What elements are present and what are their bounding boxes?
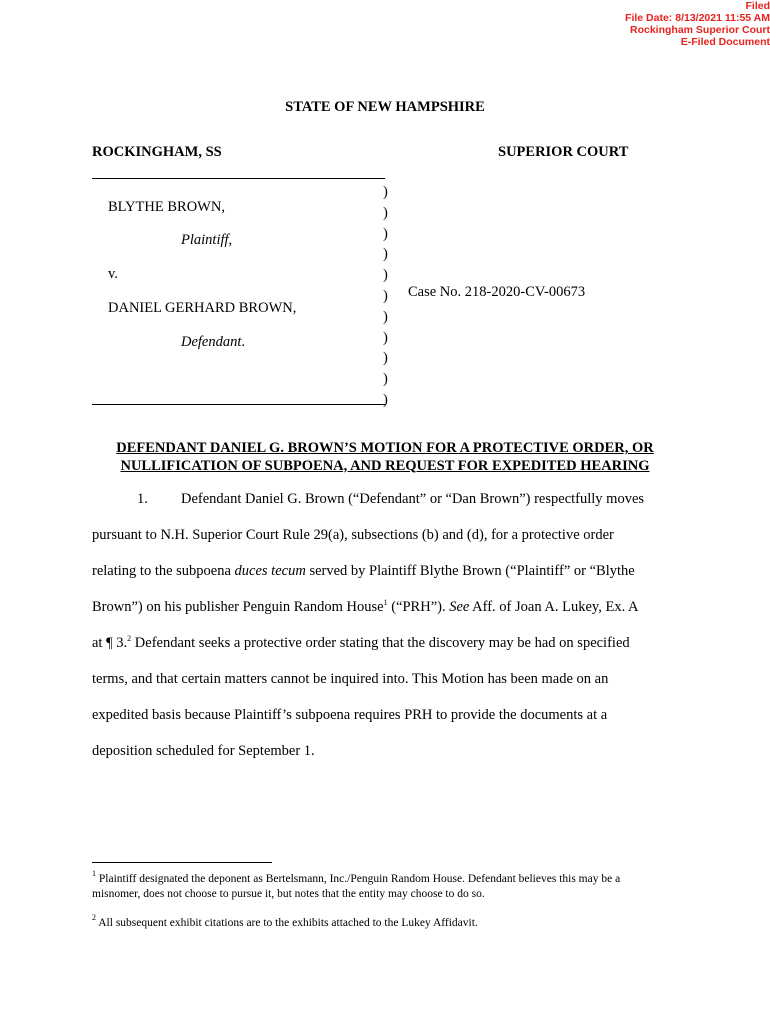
paren: ) bbox=[383, 350, 388, 367]
paren: ) bbox=[383, 267, 388, 284]
county-heading: ROCKINGHAM, SS bbox=[92, 144, 222, 160]
paragraph-line: terms, and that certain matters cannot be inquired into. This Motion has been made on an bbox=[92, 671, 609, 687]
plaintiff-name: BLYTHE BROWN, bbox=[108, 199, 225, 215]
footnote-ref: 2 bbox=[127, 634, 132, 643]
caption-bottom-rule bbox=[92, 404, 385, 405]
versus: v. bbox=[108, 266, 118, 282]
stamp-file-date: File Date: 8/13/2021 11:55 AM bbox=[625, 12, 770, 24]
paren: ) bbox=[383, 287, 388, 304]
defendant-role: Defendant. bbox=[181, 334, 246, 350]
paragraph-line: Defendant Daniel G. Brown (“Defendant” or “Dan Brown”) respectfully moves bbox=[181, 491, 645, 507]
court-heading: SUPERIOR COURT bbox=[498, 144, 629, 160]
footnote-line: $^2$ All subsequent exhibit citations are to the exhibits attached to the Lukey Affidavit. bbox=[92, 913, 478, 929]
paren: ) bbox=[383, 329, 388, 346]
footnote-2 bbox=[92, 913, 682, 931]
stamp-efiled: E-Filed Document bbox=[680, 36, 770, 48]
caption-top-rule bbox=[92, 178, 385, 179]
footnote-separator bbox=[92, 862, 272, 863]
stamp-filed: Filed bbox=[745, 0, 770, 12]
paren: ) bbox=[383, 184, 388, 200]
footnote-line: misnomer, does not choose to pursue it, but notes that the entity may choose to do so. bbox=[92, 888, 485, 900]
paren: ) bbox=[383, 225, 388, 242]
state-heading: STATE OF NEW HAMPSHIRE bbox=[285, 99, 485, 115]
filing-stamp bbox=[625, 0, 770, 48]
paragraph-line: at ¶ 3.$^2$ Defendant seeks a protective order stating that the discovery may be had on specified bbox=[92, 634, 630, 651]
paren: ) bbox=[383, 204, 388, 221]
motion-title-line-2: NULLIFICATION OF SUBPOENA, AND REQUEST FOR EXPEDITED HEARING bbox=[120, 457, 650, 474]
paren: ) bbox=[383, 308, 388, 325]
paragraph-line: Brown”) on his publisher Penguin Random House$^1$ (“PRH”). See Aff. of Joan A. Lukey, Ex. A bbox=[92, 598, 639, 615]
caption-parentheses bbox=[383, 182, 393, 411]
paragraph-line: relating to the subpoena duces tecum served by Plaintiff Blythe Brown (“Plaintiff” or “Blythe bbox=[92, 563, 635, 579]
footnote-ref: 1 bbox=[383, 598, 388, 607]
paragraph-line: expedited basis because Plaintiff’s subpoena requires PRH to provide the documents at a bbox=[92, 707, 608, 723]
paren: ) bbox=[383, 246, 388, 263]
paragraph-line: deposition scheduled for September 1. bbox=[92, 743, 315, 759]
defendant-name: DANIEL GERHARD BROWN, bbox=[108, 300, 297, 316]
paragraph-line: pursuant to N.H. Superior Court Rule 29(a), subsections (b) and (d), for a protective order bbox=[92, 527, 614, 543]
paren: ) bbox=[383, 391, 388, 408]
stamp-court: Rockingham Superior Court bbox=[629, 24, 770, 36]
motion-title-line-1: DEFENDANT DANIEL G. BROWN’S MOTION FOR A PROTECTIVE ORDER, OR bbox=[116, 440, 654, 456]
plaintiff-role: Plaintiff, bbox=[181, 232, 233, 248]
paren: ) bbox=[383, 371, 388, 388]
footnote-line: $^1$ Plaintiff designated the deponent as Bertelsmann, Inc./Penguin Random House. Defendant believes this may be a bbox=[92, 869, 621, 885]
motion-title bbox=[0, 440, 770, 475]
footnote-1 bbox=[92, 869, 682, 902]
paragraph-number: 1. bbox=[137, 491, 148, 507]
case-number: Case No. 218-2020-CV-00673 bbox=[408, 284, 586, 300]
